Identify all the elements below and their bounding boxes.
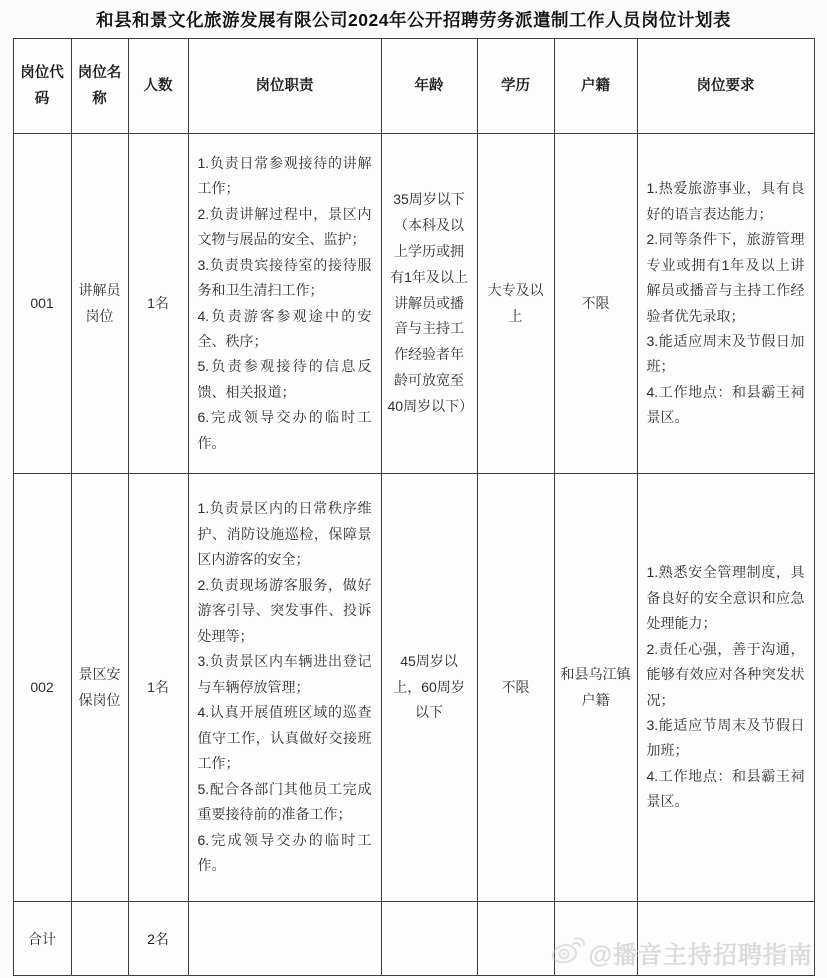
list-item: 5.配合各部门其他员工完成重要接待前的准备工作；: [197, 780, 372, 823]
recruitment-plan-table: [13, 38, 815, 976]
list-item: 3.能适应周末及节假日加班；: [646, 332, 805, 375]
header-position-code: 岗位代码: [13, 39, 71, 134]
list-item: 3.负责贵宾接待室的接待服务和卫生清扫工作；: [197, 256, 372, 299]
header-household: 户籍: [554, 39, 637, 134]
total-empty-household: [554, 902, 637, 976]
cell-education: 不限: [477, 474, 554, 902]
cell-age: 45周岁以上，60周岁以下: [381, 474, 477, 902]
list-item: 1.负责景区内的日常秩序维护、消防设施巡检，保障景区内游客的安全；: [197, 500, 372, 568]
cell-position-name: 讲解员岗位: [71, 134, 128, 474]
total-empty-education: [477, 902, 554, 976]
list-item: 4.认真开展值班区域的巡查值守工作，认真做好交接班工作；: [197, 704, 372, 772]
list-item: 4.工作地点：和县霸王祠景区。: [646, 767, 805, 810]
list-item: 3.负责景区内车辆进出登记与车辆停放管理；: [197, 653, 372, 695]
header-age: 年龄: [381, 39, 477, 134]
total-empty-duties: [188, 902, 381, 976]
cell-position-code: 001: [13, 134, 71, 474]
cell-position-name: 景区安保岗位: [71, 474, 128, 902]
page-title: 和县和景文化旅游发展有限公司2024年公开招聘劳务派遣制工作人员岗位计划表: [96, 10, 731, 30]
list-item: 4.工作地点：和县霸王祠景区。: [646, 383, 805, 426]
list-item: 5.负责参观接待的信息反馈、相关报道；: [197, 358, 372, 400]
cell-position-code: 002: [13, 474, 71, 902]
list-item: 2.同等条件下，旅游管理专业或拥有1年及以上讲解员或播音与主持工作经验者优先录取；: [646, 231, 805, 324]
cell-requirements: [637, 134, 814, 474]
list-item: 1.熟悉安全管理制度，具备良好的安全意识和应急处理能力；: [646, 564, 805, 632]
list-item: 1.热爱旅游事业，具有良好的语言表达能力；: [646, 180, 805, 222]
table-row: [13, 474, 814, 902]
cell-requirements: [637, 474, 814, 902]
header-count: 人数: [128, 39, 188, 134]
list-item: 1.负责日常参观接待的讲解工作；: [197, 154, 372, 197]
header-duties: 岗位职责: [188, 39, 381, 134]
list-item: 6.完成领导交办的临时工作。: [197, 831, 372, 874]
total-empty-age: [381, 902, 477, 976]
cell-count: 1名: [128, 134, 188, 474]
cell-age: 35周岁以下（本科及以上学历或拥有1年及以上讲解员或播音与主持工作经验者年龄可放宽至40周岁以下）: [381, 134, 477, 474]
header-education: 学历: [477, 39, 554, 134]
list-item: 2.负责现场游客服务，做好游客引导、突发事件、投诉处理等；: [197, 576, 372, 644]
header-requirements: 岗位要求: [637, 39, 814, 134]
cell-count: 1名: [128, 474, 188, 902]
total-label: 合计: [13, 902, 71, 976]
list-item: 4.负责游客参观途中的安全、秩序；: [197, 307, 372, 349]
cell-duties: [188, 474, 381, 902]
cell-household: 和县乌江镇户籍: [554, 474, 637, 902]
watermark-text: @播音主持招聘指南: [588, 942, 813, 969]
total-empty-requirements: [637, 902, 814, 976]
cell-duties: [188, 134, 381, 474]
list-item: 2.责任心强，善于沟通，能够有效应对各种突发状况；: [646, 640, 805, 708]
cell-household: 不限: [554, 134, 637, 474]
table-total-row: [13, 902, 814, 976]
total-count: 2名: [128, 902, 188, 976]
table-header-row: [13, 39, 814, 134]
total-empty-name: [71, 902, 128, 976]
list-item: 2.负责讲解过程中，景区内文物与展品的安全、监护；: [197, 205, 372, 248]
table-row: [13, 134, 814, 474]
header-position-name: 岗位名称: [71, 39, 128, 134]
cell-education: 大专及以上: [477, 134, 554, 474]
list-item: 3.能适应节周末及节假日加班；: [646, 716, 805, 759]
list-item: 6.完成领导交办的临时工作。: [197, 409, 372, 451]
